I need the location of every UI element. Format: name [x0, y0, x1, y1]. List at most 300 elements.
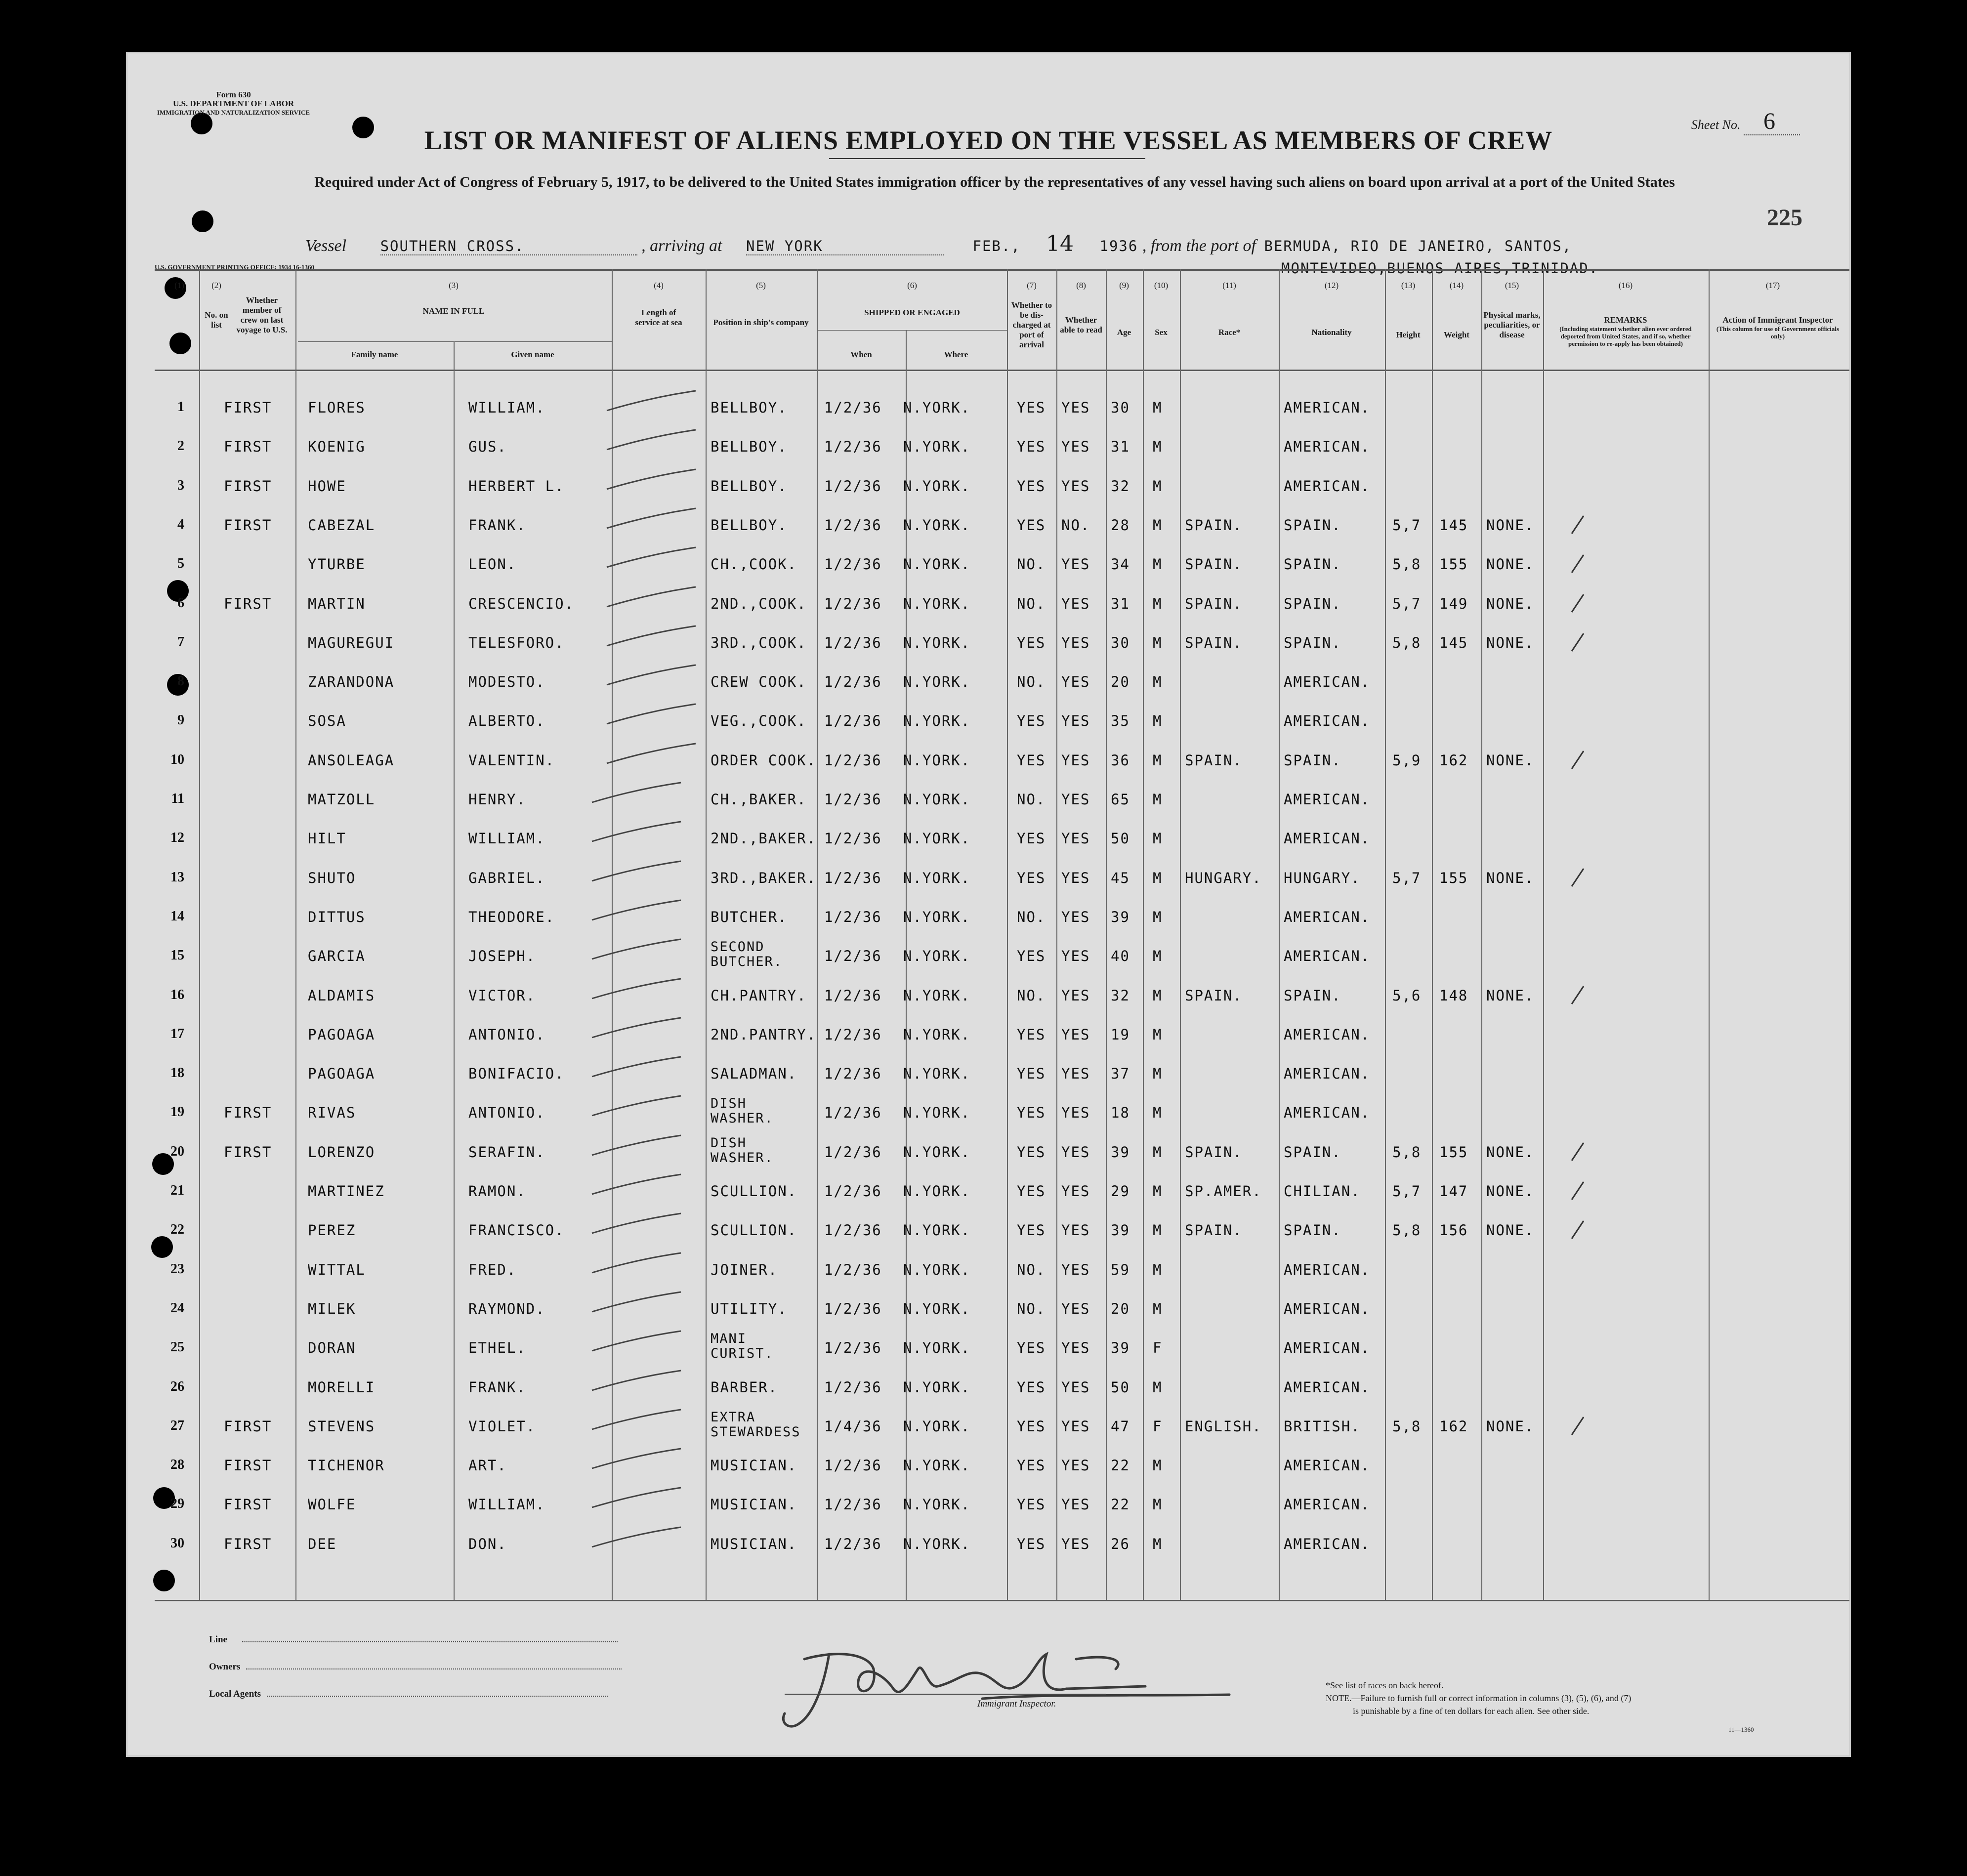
cell-position-line-1: EXTRA — [711, 1410, 756, 1425]
tick-icon — [1568, 748, 1588, 773]
cell-given-name: MODESTO. — [468, 673, 545, 690]
cell-able-to-read: YES — [1061, 478, 1090, 495]
cell-shipped-where: N.YORK. — [903, 1418, 971, 1435]
owners-label: Owners — [209, 1662, 241, 1672]
cell-weight: 147 — [1439, 1183, 1468, 1200]
cell-nationality: SPAIN. — [1284, 1144, 1341, 1161]
cell-row-number: 10 — [170, 752, 184, 767]
cell-shipped-when: 1/2/36 — [824, 1144, 882, 1161]
cell-family-name: SHUTO — [308, 870, 356, 886]
cell-position-line-1: MANI — [711, 1331, 747, 1346]
cell-family-name: RIVAS — [308, 1104, 356, 1121]
cell-shipped-where: N.YORK. — [903, 909, 971, 925]
cell-position: JOINER. — [711, 1261, 778, 1278]
column-number: (8) — [1076, 281, 1086, 290]
cell-family-name: KOENIG — [308, 438, 366, 455]
cell-weight: 162 — [1439, 752, 1468, 769]
cell-row-number: 23 — [170, 1261, 184, 1277]
cell-family-name: TICHENOR — [308, 1457, 385, 1474]
cell-weight: 155 — [1439, 1144, 1468, 1161]
check-mark-icon — [587, 898, 686, 927]
cell-family-name: MARTINEZ — [308, 1183, 385, 1200]
cell-family-name: ALDAMIS — [308, 987, 376, 1004]
cell-row-number: 18 — [170, 1065, 184, 1081]
cell-row-number: 28 — [170, 1457, 184, 1472]
table-row — [127, 556, 1849, 595]
printing-office-line: U.S. GOVERNMENT PRINTING OFFICE: 1934 16-1360 — [155, 263, 314, 271]
cell-given-name: ART. — [468, 1457, 507, 1474]
cell-given-name: VICTOR. — [468, 987, 536, 1004]
cell-given-name: RAYMOND. — [468, 1300, 545, 1317]
cell-family-name: WITTAL — [308, 1261, 366, 1278]
cell-age: 35 — [1111, 712, 1130, 729]
arrival-month: FEB., — [972, 238, 1021, 254]
cell-nationality: AMERICAN. — [1284, 1339, 1371, 1356]
cell-shipped-where: N.YORK. — [903, 556, 971, 573]
cell-discharged: NO. — [1017, 556, 1046, 573]
cell-able-to-read: YES — [1061, 1104, 1090, 1121]
cell-shipped-when: 1/2/36 — [824, 673, 882, 690]
cell-shipped-when: 1/2/36 — [824, 399, 882, 416]
header-discharged: Whether to be dis-charged at port of arrival — [1011, 300, 1052, 349]
cell-physical-marks: NONE. — [1486, 1183, 1535, 1200]
cell-race: SPAIN. — [1185, 987, 1243, 1004]
tick-icon — [1568, 552, 1588, 577]
cell-nationality: AMERICAN. — [1284, 1496, 1371, 1513]
cell-position — [711, 940, 783, 969]
check-mark-icon — [587, 976, 686, 1006]
cell-nationality: SPAIN. — [1284, 1222, 1341, 1239]
cell-row-number: 16 — [170, 987, 184, 1002]
cell-position: BELLBOY. — [711, 399, 788, 416]
check-mark-icon — [587, 1015, 686, 1045]
cell-shipped-where: N.YORK. — [903, 1339, 971, 1356]
cell-nationality: AMERICAN. — [1284, 1065, 1371, 1082]
cell-given-name: BONIFACIO. — [468, 1065, 565, 1082]
cell-shipped-where: N.YORK. — [903, 1536, 971, 1552]
cell-able-to-read: YES — [1061, 909, 1090, 925]
cell-shipped-when: 1/2/36 — [824, 1379, 882, 1396]
cell-nationality: AMERICAN. — [1284, 438, 1371, 455]
cell-sex: M — [1153, 1222, 1163, 1239]
cell-able-to-read: YES — [1061, 791, 1090, 808]
cell-sex: M — [1153, 1457, 1163, 1474]
cell-discharged: YES — [1017, 870, 1046, 886]
cell-given-name: VALENTIN. — [468, 752, 555, 769]
cell-race: SPAIN. — [1185, 1222, 1243, 1239]
cell-nationality: SPAIN. — [1284, 556, 1341, 573]
cell-nationality: CHILIAN. — [1284, 1183, 1361, 1200]
cell-shipped-when: 1/2/36 — [824, 1300, 882, 1317]
cell-sex: M — [1153, 517, 1163, 534]
cell-height: 5,7 — [1392, 870, 1422, 886]
cell-family-name: HILT — [308, 830, 346, 847]
column-number: (10) — [1154, 281, 1169, 290]
cell-age: 30 — [1111, 634, 1130, 651]
cell-shipped-when: 1/2/36 — [824, 595, 882, 612]
cell-shipped-where: N.YORK. — [903, 1300, 971, 1317]
cell-discharged: YES — [1017, 1026, 1046, 1043]
cell-nationality: SPAIN. — [1284, 517, 1341, 534]
table-row — [127, 712, 1849, 751]
cell-age: 20 — [1111, 673, 1130, 690]
cell-able-to-read: NO. — [1061, 517, 1090, 534]
arrival-day: 14 — [1046, 231, 1074, 256]
cell-sex: M — [1153, 987, 1163, 1004]
cell-discharged: YES — [1017, 399, 1046, 416]
cell-discharged: YES — [1017, 1222, 1046, 1239]
cell-height: 5,7 — [1392, 517, 1422, 534]
cell-position: CH.PANTRY. — [711, 987, 807, 1004]
cell-position: 3RD.,COOK. — [711, 634, 807, 651]
cell-age: 31 — [1111, 595, 1130, 612]
header-given-name: Given name — [511, 350, 554, 359]
from-ports-line-2: MONTEVIDEO,BUENOS AIRES,TRINIDAD. — [1281, 260, 1599, 277]
cell-family-name: YTURBE — [308, 556, 366, 573]
cell-given-name: HENRY. — [468, 791, 526, 808]
cell-age: 36 — [1111, 752, 1130, 769]
check-mark-icon — [602, 388, 701, 418]
penalty-note-1: NOTE.—Failure to furnish full or correct information in columns (3), (5), (6), and (7) — [1326, 1693, 1632, 1703]
cell-able-to-read: YES — [1061, 1183, 1090, 1200]
tick-icon — [1568, 1179, 1588, 1204]
cell-physical-marks: NONE. — [1486, 987, 1535, 1004]
cell-position — [711, 1332, 774, 1361]
cell-row-number: 2 — [177, 438, 184, 454]
header-remarks — [1547, 315, 1705, 347]
cell-shipped-when: 1/2/36 — [824, 1339, 882, 1356]
column-number: (4) — [654, 281, 664, 290]
cell-able-to-read: YES — [1061, 595, 1090, 612]
cell-sex: M — [1153, 752, 1163, 769]
cell-family-name: HOWE — [308, 478, 346, 495]
cell-row-number: 15 — [170, 948, 184, 963]
cell-row-number: 13 — [170, 870, 184, 885]
cell-sex: M — [1153, 1496, 1163, 1513]
cell-row-number: 1 — [177, 399, 184, 415]
cell-discharged: YES — [1017, 478, 1046, 495]
cell-nationality: AMERICAN. — [1284, 1379, 1371, 1396]
column-number: (6) — [907, 281, 917, 290]
cell-row-number: 22 — [170, 1222, 184, 1237]
cell-able-to-read: YES — [1061, 1144, 1090, 1161]
cell-sex: M — [1153, 909, 1163, 925]
cell-physical-marks: NONE. — [1486, 870, 1535, 886]
cell-sex: M — [1153, 948, 1163, 964]
cell-weight: 145 — [1439, 634, 1468, 651]
cell-race: SPAIN. — [1185, 595, 1243, 612]
column-number: (16) — [1618, 281, 1633, 290]
cell-sex: M — [1153, 438, 1163, 455]
cell-last-voyage: FIRST — [224, 1418, 272, 1435]
check-mark-icon — [587, 1054, 686, 1084]
cell-age: 32 — [1111, 478, 1130, 495]
cell-position: MUSICIAN. — [711, 1457, 797, 1474]
cell-physical-marks: NONE. — [1486, 595, 1535, 612]
cell-family-name: LORENZO — [308, 1144, 376, 1161]
footer-owners — [209, 1662, 622, 1672]
cell-row-number: 24 — [170, 1300, 184, 1316]
cell-discharged: NO. — [1017, 673, 1046, 690]
cell-sex: M — [1153, 1144, 1163, 1161]
check-mark-icon — [587, 937, 686, 966]
header-last-voyage: Whether member of crew on last voyage to U.S. — [236, 295, 288, 334]
cell-age: 50 — [1111, 1379, 1130, 1396]
cell-sex: M — [1153, 478, 1163, 495]
cell-last-voyage: FIRST — [224, 1144, 272, 1161]
table-row — [127, 478, 1849, 517]
header-shipped-engaged: SHIPPED OR ENGAGED — [864, 308, 960, 317]
cell-family-name: SOSA — [308, 712, 346, 729]
cell-given-name: FRANCISCO. — [468, 1222, 565, 1239]
cell-family-name: DEE — [308, 1536, 337, 1552]
local-agents-label: Local Agents — [209, 1689, 261, 1699]
check-mark-icon — [587, 1485, 686, 1515]
cell-age: 59 — [1111, 1261, 1130, 1278]
cell-able-to-read: YES — [1061, 987, 1090, 1004]
check-mark-icon — [587, 1290, 686, 1319]
cell-nationality: AMERICAN. — [1284, 1536, 1371, 1552]
cell-position: SCULLION. — [711, 1222, 797, 1239]
column-number: (13) — [1401, 281, 1416, 290]
department-name: U.S. DEPARTMENT OF LABOR — [172, 99, 294, 108]
cell-last-voyage: FIRST — [224, 1457, 272, 1474]
line-field[interactable] — [242, 1641, 618, 1642]
cell-family-name: ZARANDONA — [308, 673, 395, 690]
header-action-note: (This column for use of Government officials only) — [1716, 325, 1840, 340]
cell-position: CH.,COOK. — [711, 556, 797, 573]
tick-icon — [1568, 1140, 1588, 1165]
cell-shipped-when: 1/2/36 — [824, 1183, 882, 1200]
cell-shipped-when: 1/2/36 — [824, 517, 882, 534]
cell-row-number: 8 — [177, 673, 184, 689]
cell-nationality: SPAIN. — [1284, 987, 1341, 1004]
cell-shipped-where: N.YORK. — [903, 1261, 971, 1278]
cell-position-line-2: BUTCHER. — [711, 954, 783, 969]
cell-family-name: DORAN — [308, 1339, 356, 1356]
check-mark-icon — [602, 467, 701, 497]
cell-shipped-when: 1/2/36 — [824, 1104, 882, 1121]
table-row — [127, 830, 1849, 869]
check-mark-icon — [587, 1172, 686, 1202]
cell-weight: 162 — [1439, 1418, 1468, 1435]
table-bottom-rule — [155, 1600, 1849, 1601]
cell-age: 22 — [1111, 1457, 1130, 1474]
cell-discharged: YES — [1017, 1418, 1046, 1435]
cell-given-name: JOSEPH. — [468, 948, 536, 964]
vessel-label: Vessel — [305, 237, 347, 255]
cell-discharged: YES — [1017, 712, 1046, 729]
cell-able-to-read: YES — [1061, 870, 1090, 886]
cell-nationality: AMERICAN. — [1284, 791, 1371, 808]
sheet-number-value: 6 — [1744, 108, 1800, 135]
cell-shipped-where: N.YORK. — [903, 1026, 971, 1043]
cell-shipped-where: N.YORK. — [903, 752, 971, 769]
cell-position: UTILITY. — [711, 1300, 788, 1317]
cell-shipped-where: N.YORK. — [903, 399, 971, 416]
cell-position: 2ND.PANTRY. — [711, 1026, 817, 1043]
cell-able-to-read: YES — [1061, 1026, 1090, 1043]
table-row — [127, 1379, 1849, 1418]
table-row — [127, 987, 1849, 1026]
cell-race: SPAIN. — [1185, 634, 1243, 651]
cell-nationality: AMERICAN. — [1284, 830, 1371, 847]
cell-able-to-read: YES — [1061, 438, 1090, 455]
cell-position: BUTCHER. — [711, 909, 788, 925]
footer-line — [209, 1634, 618, 1645]
cell-discharged: YES — [1017, 438, 1046, 455]
cell-shipped-where: N.YORK. — [903, 1457, 971, 1474]
owners-field[interactable] — [246, 1668, 622, 1669]
cell-given-name: RAMON. — [468, 1183, 526, 1200]
cell-row-number: 30 — [170, 1536, 184, 1551]
cell-row-number: 14 — [170, 909, 184, 924]
cell-age: 19 — [1111, 1026, 1130, 1043]
cell-position-line-1: SECOND — [711, 939, 765, 955]
cell-able-to-read: YES — [1061, 752, 1090, 769]
local-agents-field[interactable] — [267, 1696, 608, 1697]
cell-sex: M — [1153, 1379, 1163, 1396]
cell-nationality: AMERICAN. — [1284, 673, 1371, 690]
cell-discharged: YES — [1017, 1183, 1046, 1200]
cell-nationality: AMERICAN. — [1284, 948, 1371, 964]
cell-shipped-where: N.YORK. — [903, 517, 971, 534]
cell-weight: 145 — [1439, 517, 1468, 534]
table-row — [127, 1135, 1849, 1183]
cell-shipped-where: N.YORK. — [903, 987, 971, 1004]
table-row — [127, 595, 1849, 634]
cell-able-to-read: YES — [1061, 1261, 1090, 1278]
cell-age: 50 — [1111, 830, 1130, 847]
cell-given-name: LEON. — [468, 556, 517, 573]
cell-position: CREW COOK. — [711, 673, 807, 690]
cell-discharged: NO. — [1017, 595, 1046, 612]
check-mark-icon — [587, 1368, 686, 1398]
cell-given-name: CRESCENCIO. — [468, 595, 575, 612]
sheet-number-label: Sheet No. — [1691, 118, 1741, 132]
cell-row-number: 19 — [170, 1104, 184, 1120]
cell-able-to-read: YES — [1061, 1418, 1090, 1435]
tick-icon — [1568, 591, 1588, 616]
cell-nationality: BRITISH. — [1284, 1418, 1361, 1435]
cell-age: 26 — [1111, 1536, 1130, 1552]
cell-given-name: ETHEL. — [468, 1339, 526, 1356]
cell-discharged: YES — [1017, 1536, 1046, 1552]
cell-age: 65 — [1111, 791, 1130, 808]
vessel-name: SOUTHERN CROSS. — [380, 238, 637, 255]
cell-family-name: PAGOAGA — [308, 1026, 376, 1043]
cell-age: 22 — [1111, 1496, 1130, 1513]
cell-shipped-when: 1/2/36 — [824, 791, 882, 808]
cell-able-to-read: YES — [1061, 830, 1090, 847]
cell-position: SALADMAN. — [711, 1065, 797, 1082]
cell-position: BELLBOY. — [711, 517, 788, 534]
cell-shipped-when: 1/2/36 — [824, 1065, 882, 1082]
check-mark-icon — [602, 741, 701, 771]
cell-age: 29 — [1111, 1183, 1130, 1200]
cell-nationality: AMERICAN. — [1284, 1026, 1371, 1043]
check-mark-icon — [602, 584, 701, 614]
form-identifier — [157, 90, 310, 117]
line-label: Line — [209, 1634, 227, 1645]
cell-age: 30 — [1111, 399, 1130, 416]
cell-discharged: YES — [1017, 1339, 1046, 1356]
cell-nationality: AMERICAN. — [1284, 712, 1371, 729]
cell-shipped-when: 1/2/36 — [824, 870, 882, 886]
cell-position: 2ND.,COOK. — [711, 595, 807, 612]
check-mark-icon — [587, 1093, 686, 1123]
cell-able-to-read: YES — [1061, 1496, 1090, 1513]
cell-last-voyage: FIRST — [224, 399, 272, 416]
title-underline — [829, 158, 1145, 159]
column-number: (2) — [211, 281, 221, 290]
cell-height: 5,9 — [1392, 752, 1422, 769]
header-race: Race* — [1218, 328, 1241, 337]
cell-given-name: DON. — [468, 1536, 507, 1552]
cell-discharged: YES — [1017, 1065, 1046, 1082]
cell-position: 3RD.,BAKER. — [711, 870, 817, 886]
cell-weight: 155 — [1439, 556, 1468, 573]
cell-row-number: 9 — [177, 712, 184, 728]
cell-shipped-when: 1/2/36 — [824, 987, 882, 1004]
table-row — [127, 673, 1849, 712]
table-row — [127, 1300, 1849, 1339]
cell-height: 5,8 — [1392, 556, 1422, 573]
cell-discharged: YES — [1017, 830, 1046, 847]
cell-shipped-where: N.YORK. — [903, 791, 971, 808]
cell-family-name: GARCIA — [308, 948, 366, 964]
cell-height: 5,7 — [1392, 1183, 1422, 1200]
cell-physical-marks: NONE. — [1486, 1144, 1535, 1161]
header-no-on-list: No. on list — [205, 310, 228, 330]
cell-able-to-read: YES — [1061, 1065, 1090, 1082]
header-remarks-title: REMARKS — [1604, 315, 1647, 325]
cell-shipped-where: N.YORK. — [903, 1183, 971, 1200]
cell-position — [711, 1096, 774, 1126]
cell-physical-marks: NONE. — [1486, 1222, 1535, 1239]
from-port-label: , from the port of — [1142, 237, 1256, 255]
cell-sex: M — [1153, 634, 1163, 651]
cell-shipped-when: 1/2/36 — [824, 1496, 882, 1513]
header-remarks-note: (Including statement whether alien ever ordered deported from United States, and if so, whether permission to re-apply has been obtained) — [1559, 325, 1692, 347]
cell-position: BELLBOY. — [711, 478, 788, 495]
penalty-note-2: is punishable by a fine of ten dollars for each alien. See other side. — [1353, 1706, 1590, 1716]
cell-family-name: MILEK — [308, 1300, 356, 1317]
column-number: (17) — [1765, 281, 1780, 290]
cell-race: ENGLISH. — [1185, 1418, 1262, 1435]
cell-physical-marks: NONE. — [1486, 1418, 1535, 1435]
cell-shipped-when: 1/2/36 — [824, 1222, 882, 1239]
cell-row-number: 25 — [170, 1339, 184, 1355]
cell-row-number: 7 — [177, 634, 184, 650]
cell-given-name: ANTONIO. — [468, 1104, 545, 1121]
cell-family-name: STEVENS — [308, 1418, 376, 1435]
column-number: (12) — [1324, 281, 1339, 290]
cell-height: 5,6 — [1392, 987, 1422, 1004]
cell-position-line-1: DISH — [711, 1096, 747, 1111]
column-number: (15) — [1505, 281, 1519, 290]
column-number: (3) — [449, 281, 459, 290]
cell-age: 45 — [1111, 870, 1130, 886]
cell-row-number: 21 — [170, 1183, 184, 1198]
cell-shipped-where: N.YORK. — [903, 673, 971, 690]
cell-age: 37 — [1111, 1065, 1130, 1082]
cell-height: 5,7 — [1392, 595, 1422, 612]
header-nationality: Nationality — [1311, 328, 1352, 337]
cell-sex: M — [1153, 1183, 1163, 1200]
cell-given-name: TELESFORO. — [468, 634, 565, 651]
check-mark-icon — [602, 663, 701, 692]
